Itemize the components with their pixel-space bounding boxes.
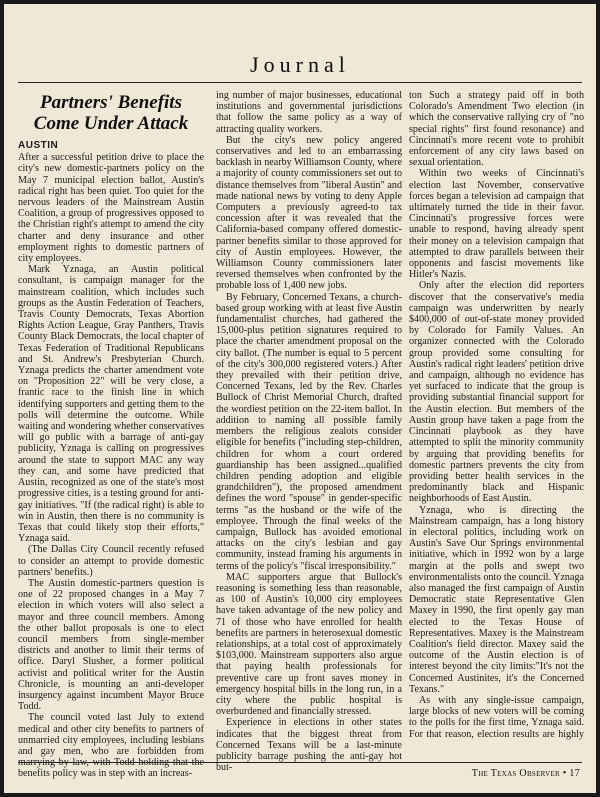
paragraph: Experience in elections in other states indicates that the biggest threat from Concerned Texans will be a last-minute publicity barrage pushing the anti-gay hot but- [216,717,402,774]
footer-rule [18,762,582,763]
paragraph: As with any single-issue campaign, large blocks of new voters will be coming to the polls for the first time, Yznaga said. For that reason, election results are highly [409,694,584,740]
section-title: Journal [250,52,350,77]
article-dateline: AUSTIN [18,140,59,151]
paragraph: Mark Yznaga, an Austin political consultant, is campaign manager for the mainstream coalition, which includes such groups as the Austin Federation of Teachers, Travis County Democrats, Texas Abortion Rights Action League, Gray Panthers, Travis County Black Democrats, the local chapter of Texas Federation of Traditional Republicans and St. Andrew's Presbyterian Church. Yznaga predicts the charter amendment vote on "Proposition 22" will be very close, a frantic race to the finish line in which identifying supporters and getting them to the polls will determine the outcome. While waiting and wondering whether conservatives will go public with a barrage of anti-gay publicity, Yznaga is calling on progressives around the state to support MAC any way they can, and some have predicted that Austin, recognized as one of the state's most progressive cities, is a testing ground for anti-gay initiatives. "If (the radical right) is able to win in Austin, then there is no community is Texas that could likely stop their efforts," Yznaga said. [18,264,204,545]
paragraph: (The Dallas City Council recently refused to consider an attempt to provide domestic partners' benefits.) [18,544,204,578]
page-footer: The Texas Observer • 17 [471,768,580,779]
paragraph: By February, Concerned Texans, a church-based group working with at least five Austin fundamentalist churches, had gathered the 15,000-plus petition signatures required to place the charter amendment proposal on the city ballot. (The number is equal to 5 percent of the city's 300,000 registered voters.) After they prevailed with their petition drive, Concerned Texans, led by the Rev. Charles Bullock of Christ Memorial Church, drafted the wordiest petition on the 22-item ballot. In addition to naming all possible family members the religious zealots consider eligible for benefits ("including step-children, children for whom a court ordered guardianship has been assigned...qualified children pending adoption and eligible grandchildren"), the proposed amendment defines the word "spouse" in gender-specific terms "as the husband or the wife of the employee. Through the final weeks of the campaign, Bullock has avoided emotional attacks on the city's lesbian and gay community, instead framing his arguments in terms of the policy's "fiscal irresponsibility." [216,291,402,572]
magazine-page [4,4,596,793]
article-headline: Partners' Benefits Come Under Attack [33,92,189,134]
paragraph: Within two weeks of Cincinnati's election last November, conservative forces began a television ad campaign that ultimately turned the tide in their favor. Cincinnati's progressive forces were unable to respond, having already spent their money on a television campaign that attempted to draw parallels between their opponents and fascist movements like Hitler's Nazis. [409,168,584,281]
article-column-1 [18,90,204,780]
article-column-2 [216,90,402,780]
paragraph: Only after the election did reporters discover that the conservative's media campaign was underwritten by nearly $400,000 of out-of-state money provided by Colorado for Family Values. An organizer connected with the Colorado group provided some consulting for Austin's radical right leaders' petition drive and campaign, although no evidence has yet surfaced to indicate that the group is providing substantial financial support for the Austin election. But members of the Austin group have taken a page from the Cincinnati playbook as they have attempted to split the minority community by arguing that providing benefits for domestic partners prevents the city from providing better health services in the predominantly black and Hispanic neighborhoods of East Austin. [409,280,584,505]
paragraph: ing number of major businesses, educational institutions and governmental jurisdictions that follow the same policy as a way of attracting quality workers. [216,90,402,135]
header-rule [18,82,582,83]
paragraph: After a successful petition drive to place the city's new domestic-partners policy on the May 7 municipal election ballot, Austin's radical right has been quiet. Too quiet for the nervous leaders of the Mainstream Austin Coalition, a group of progressives opposed to the Christian right's attempt to amend the city charter and deny insurance and other employment rights to domestic partners of city employees. [18,152,204,265]
paragraph: MAC supporters argue that Bullock's reasoning is something less than reasonable, as 100 of Austin's 10,000 city employees have taken advantage of the new policy and 71 of those who have enrolled for health benefits are partners in heterosexual domestic relationships, at a total cost of approximately $103,000. Mainstream supporters also argue that paying health professionals for preventive care up front saves money in emergency hospital bills in the long run, in a city where the public hospital is overburdened and financially stressed. [216,571,402,718]
paragraph: The council voted last July to extend medical and other city benefits to partners of unmarried city employees, including lesbians and gay men, who are forbidden from marrying by law, with Todd holding that the benefits policy was in step with an increas- [18,712,204,780]
paragraph: Yznaga, who is directing the Mainstream campaign, has a long history in electoral politics, including work on Austin's Save Our Springs environmental initiative, which in 1992 won by a large margin at the polls and swept two environmentalists onto the council. Yznaga also managed the first campaign of Austin Democratic state Representative Glen Maxey in 1990, the first openly gay man elected to the Texas House of Representatives. Maxey is the Mainstream Coalition's field director. Maxey said the outcome of the Austin election is of interest beyond the city limits:"It's not the Concerned Austinites, it's the Concerned Texans." [409,504,584,695]
paragraph: ton Such a strategy paid off in both Colorado's Amendment Two election (in which the conservative rallying cry of "no special rights" first found resonance) and Cincinnati's more recent vote to prohibit enforcement of any city laws based on sexual orientation. [409,90,584,169]
article-column-3 [409,90,584,740]
paragraph: But the city's new policy angered conservatives and led to an embarrassing backlash in nearby Williamson County, where a majority of county commissioners set out to distance themselves from "liberal Austin" and made national news by voting to deny Apple Computers a previously agreed-to tax concession after it was revealed that the California-based company offered domestic-partner benefits similar to those approved for city of Austin employees. However, the Williamson County commissioners later reversed themselves when confronted by the probable loss of 1,400 new jobs. [216,134,402,292]
paragraph: The Austin domestic-partners question is one of 22 proposed changes in a May 7 election in which voters will also select a mayor and three council members. Among the other ballot proposals is one to elect council members from single-member districts and another to limit their terms of office. Daryl Slusher, a former political activist and political writer for the Austin Chronicle, is mounting an anti-developer insurgency against incumbent Mayor Bruce Todd. [18,577,204,713]
